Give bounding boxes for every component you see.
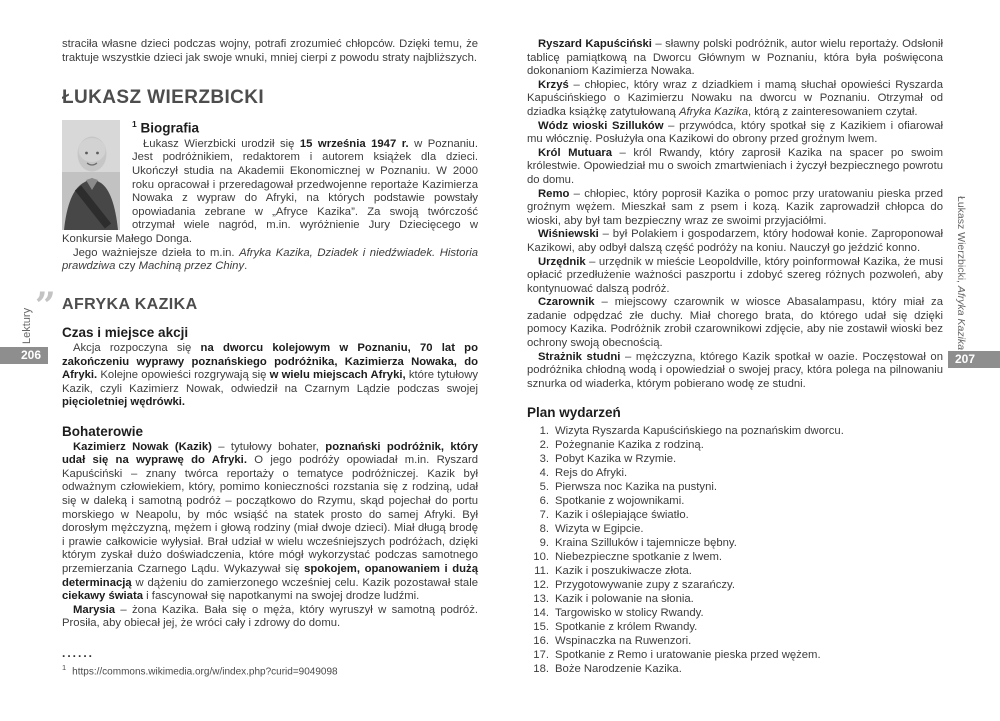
biography-paragraph-1: Łukasz Wierzbicki urodził się 15 września 1947 r. w Poznaniu. Jest podróżnikiem, redaktorem i autorem książek dla dzieci. Ukończył studia na Akademii Ekonomicznej w Poznaniu. W 2000 roku opracował i przeredagował przedwojenne reportaże Kazimierza Nowaka z wypraw do Afryki, na których podstawie powstały opowiadania zebrane w „Afryce Kazika”. Za swoją twórczość otrzymał wiele nagród, m.in. wyróżnienie Jury Dziecięcego w Konkursie Małego Donga. — [62, 137, 478, 246]
plan-item-number: 6. — [539, 495, 549, 508]
plan-item — [527, 606, 943, 620]
plan-item-text: Pierwsza noc Kazika na pustyni. — [555, 481, 718, 494]
plan-item-text: Kazik i polowanie na słonia. — [555, 593, 694, 606]
biography-paragraph-2: Jego ważniejsze dzieła to m.in. Afryka Kazika, Dziadek i niedźwiadek. Historia prawdziwa czy Machiną przez Chiny. — [62, 246, 478, 273]
plan-item — [527, 424, 943, 438]
plan-item-number: 18. — [533, 663, 549, 676]
plan-item-text: Rejs do Afryki. — [555, 467, 628, 480]
plan-item-text: Wspinaczka na Ruwenzori. — [555, 635, 692, 648]
plan-item-text: Kazik i poszukiwacze złota. — [555, 565, 692, 578]
plan-item-number: 12. — [533, 579, 549, 592]
plan-item — [527, 634, 943, 648]
plan-item-text: Spotkanie z Remo i uratowanie pieska przed wężem. — [555, 649, 821, 662]
biography-heading-label: Biografia — [140, 120, 200, 136]
plan-item-number: 11. — [534, 565, 549, 578]
plan-item — [527, 662, 943, 676]
footnote-ref-number: 1 — [62, 663, 67, 672]
hero-paragraph: Marysia – żona Kazika. Bała się o męża, który wyruszył w samotną podróż. Prosiła, aby obiecał jej, że wróci cały i zdrowy do domu. — [62, 603, 478, 630]
plan-item-text: Spotkanie z królem Rwandy. — [555, 621, 698, 634]
author-portrait-photo — [62, 120, 120, 230]
page-left — [35, 38, 479, 631]
character-paragraph: Remo – chłopiec, który poprosił Kazika o pomoc przy uratowaniu pieska przed groźnym wężem. Mieszkał sam z psem i kozą. Kazik zaprowadził chłopca do wioski, aby był tam bezpieczny wraz ze swoimi przyjaciółmi. — [527, 187, 943, 227]
footnote-url-line — [62, 663, 478, 677]
footnote-url: https://commons.wikimedia.org/w/index.php?curid=9049098 — [72, 666, 338, 678]
plan-item — [527, 466, 943, 480]
sidebar-tab-chapter — [955, 196, 967, 350]
plan-item-number: 16. — [533, 635, 549, 648]
plan-item-number: 7. — [539, 509, 549, 522]
footnote-ref-marker: 1 — [132, 118, 137, 129]
plan-item-text: Wizyta Ryszarda Kapuścińskiego na poznańskim dworcu. — [555, 425, 844, 438]
plan-item — [527, 480, 943, 494]
plan-item-number: 4. — [539, 467, 549, 480]
character-paragraph: Wódz wioski Szilluków – przywódca, który spotkał się z Kazikiem i ofiarował mu włócznię. Posłużyła ona Kazikowi do obrony przed groźnym lwem. — [527, 119, 944, 146]
page-number-badge-left: 206 — [0, 347, 48, 364]
book-title-block — [35, 284, 478, 327]
plan-item — [527, 522, 943, 536]
character-paragraph: Ryszard Kapuściński – sławny polski podróżnik, autor wielu reportaży. Odsłonił tablicę pamiątkową na Dworcu Głównym w Poznaniu, która była poświęcona dokonaniom Kazimierza Nowaka. — [527, 38, 943, 78]
character-paragraph: Urzędnik – urzędnik w mieście Leopoldville, który poinformował Kazika, że musi opłacić przedłużenie ważności paszportu i zdobyć szereg różnych pozwoleń, aby kontynuować dalszą podróż. — [527, 255, 943, 295]
section-heading-heroes: Bohaterowie — [62, 423, 144, 439]
plan-item-number: 17. — [533, 649, 549, 662]
hero-paragraph: Kazimierz Nowak (Kazik) – tytułowy bohater, poznański podróżnik, który udał się na wyprawę do Afryki. O jego podróży opowiadał m.in. Ryszard Kapuściński – znany twórca reportaży o tematyce podróżniczej. Kazik był odważnym człowiekiem, który, pomimo konieczności rozstania się z rodziną, udał się w daleką i samotną podróż – początkowo do Rzymu, skąd pojechał do portu morskiego w Neapolu, by móc wsiąść na statek prosto do samej Afryki. Był dorosłym mężczyzną, mężem i głową rodziny (miał dwoje dzieci). Miał długą brodę i prawie całkowicie wyłysiał. Brał udział w wielu wcześniejszych podróżach, dzięki którym zyskał dużo doświadczenia, które mógł wykorzystać podczas samotnego przemierzania Czarnego Lądu. Wykazywał się spokojem, opanowaniem i dużą determinacją w dążeniu do zamierzonego wcześniej celu. Kazik pozostawał stale ciekawy świata i fascynował się napotkanymi na swojej drodze ludźmi. — [62, 440, 478, 603]
character-paragraph: Czarownik – miejscowy czarownik w wiosce Abasalampasu, który miał za zadanie odpędzać złe duchy. Miał chorego brata, do którego udał się dzięki pomocy Kazika. Podróżnik zrobił czarownikowi zdjęcie, aby nie zostawił wioski bez ochrony swoją obecnością. — [527, 296, 943, 350]
footnote — [62, 648, 478, 677]
setting-paragraph: Akcja rozpoczyna się na dworcu kolejowym w Poznaniu, 70 lat po zakończeniu wyprawy poznańskiego podróżnika, Kazimierza Nowaka, do Afryki. Kolejne opowieści rozgrywają się w wielu miejscach Afryki, które tytułowy Kazik, czyli Kazimierz Nowak, odwiedził na Czarnym Lądzie podczas swojej pięcioletniej wędrówki. — [62, 342, 479, 409]
plan-item — [527, 438, 943, 452]
plan-item — [527, 564, 943, 578]
sidebar-tab-lektury: Lektury — [21, 307, 33, 344]
continuation-paragraph: straciła własne dzieci podczas wojny, potrafi zrozumieć chłopców. Dzięki temu, że traktuje wszystkie dzieci jak swoje wnuki, mniej cierpi z powodu straty najbliższych. — [62, 38, 478, 64]
biography-heading — [62, 118, 478, 135]
plan-item — [527, 592, 943, 606]
section-heading-setting: Czas i miejsce akcji — [62, 325, 189, 341]
plan-item-text: Boże Narodzenie Kazika. — [555, 663, 682, 676]
chapter-tab-author: Łukasz Wierzbicki, — [955, 196, 967, 286]
page-number-badge-right: 207 — [948, 351, 1000, 368]
plan-item — [527, 452, 943, 466]
plan-item-number: 2. — [539, 439, 549, 452]
plan-item-number: 14. — [533, 607, 549, 620]
footnote-separator: ...... — [62, 646, 95, 660]
plan-item-text: Spotkanie z wojownikami. — [555, 495, 685, 508]
plan-item-number: 10. — [533, 551, 549, 564]
plan-item-text: Kazik i oślepiające światło. — [555, 509, 689, 522]
page-right — [527, 38, 943, 676]
character-paragraph: Strażnik studni – mężczyzna, którego Kazik spotkał w oazie. Poczęstował on podróżnika chłodną wodą i opowiedział o swojej pracy, która polega na pilnowaniu sznurka od wiaderka, którym pobierano wodę ze studni. — [527, 350, 943, 390]
chapter-tab-title: Afryka Kazika — [955, 285, 967, 351]
plan-item-number: 13. — [533, 593, 549, 606]
plan-item — [527, 550, 943, 564]
plan-item — [527, 494, 943, 508]
section-heading-plan: Plan wydarzeń — [527, 405, 621, 421]
plan-item-number: 3. — [539, 453, 549, 466]
plan-item — [527, 648, 943, 662]
plan-list — [527, 424, 943, 676]
plan-item-text: Przygotowywanie zupy z szarańczy. — [555, 579, 735, 592]
plan-item-number: 1. — [539, 425, 549, 438]
plan-item-text: Targowisko w stolicy Rwandy. — [555, 607, 704, 620]
plan-item — [527, 536, 943, 550]
plan-item — [527, 620, 943, 634]
character-paragraph: Wiśniewski – był Polakiem i gospodarzem, który hodował konie. Zaproponował Kazikowi, aby odbył dalszą część podróży na koniu. Nauczył go jeździć konno. — [527, 228, 943, 254]
plan-item-number: 9. — [539, 537, 549, 550]
quote-icon: ” — [35, 284, 56, 327]
character-paragraph: Król Mutuara – król Rwandy, który zaprosił Kazika na spacer po swoim królestwie. Opowiedział mu o swoich zmartwieniach i życzył bezpiecznego powrotu do domu. — [527, 146, 943, 186]
plan-item — [527, 508, 943, 522]
plan-item-text: Kraina Szilluków i tajemnicze bębny. — [555, 537, 737, 550]
author-heading: ŁUKASZ WIERZBICKI — [62, 87, 265, 109]
plan-item-text: Wizyta w Egipcie. — [555, 523, 644, 536]
plan-item-number: 5. — [539, 481, 549, 494]
plan-item-text: Niebezpieczne spotkanie z lwem. — [555, 551, 723, 564]
plan-item — [527, 578, 943, 592]
character-paragraph: Krzyś – chłopiec, który wraz z dziadkiem i mamą słuchał opowieści Ryszarda Kapuścińskiego o Kazimierzu Nowaku na dworcu w Poznaniu. Otrzymał od dziadka książkę zatytułowaną Afryka Kazika, którą z zainteresowaniem czytał. — [527, 78, 943, 118]
biography-section — [62, 118, 478, 274]
plan-item-number: 8. — [539, 523, 549, 536]
book-title-heading: AFRYKA KAZIKA — [62, 295, 198, 313]
plan-item-text: Pożegnanie Kazika z rodziną. — [555, 439, 704, 452]
plan-item-number: 15. — [533, 621, 549, 634]
plan-item-text: Pobyt Kazika w Rzymie. — [555, 453, 677, 466]
